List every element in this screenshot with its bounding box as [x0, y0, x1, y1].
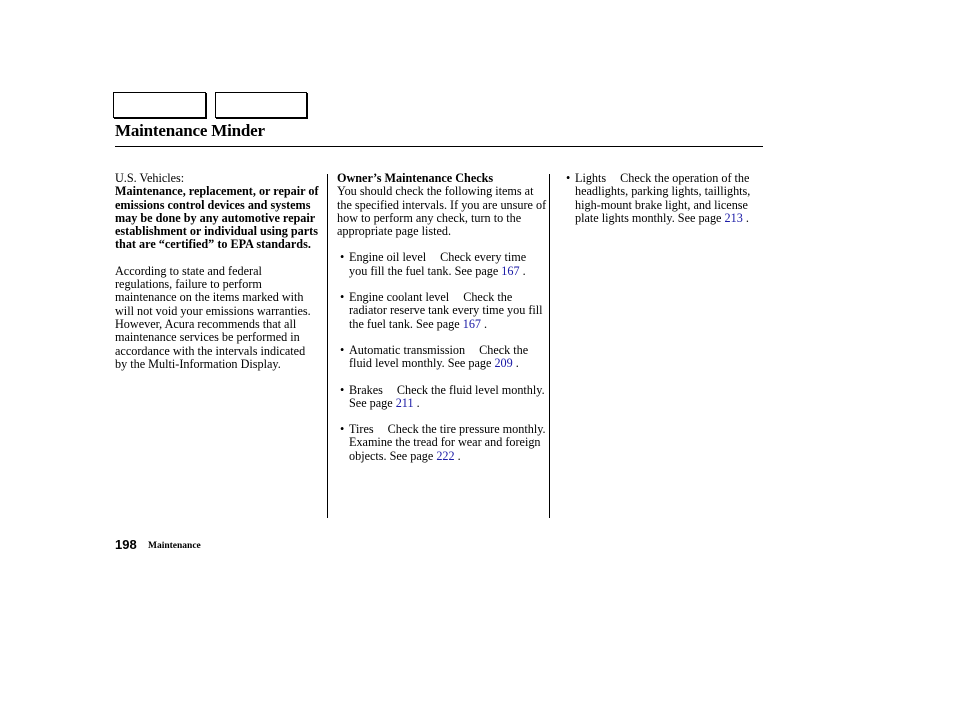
check-item-text: Check the operation of the headlights, parking lights, taillights, high-mount brake light, and license plate lights monthly. See page: [575, 171, 751, 225]
column-right: [563, 172, 763, 225]
check-item-text: Check every time you fill the fuel tank. See page: [349, 250, 527, 278]
page-link-213[interactable]: 213: [724, 210, 743, 225]
page-link-167[interactable]: 167: [462, 316, 481, 331]
check-item-label: Automatic transmission: [349, 342, 466, 357]
check-item-text: Check the fluid level monthly. See page: [349, 382, 545, 410]
check-item-label: Engine oil level: [349, 250, 427, 265]
check-item-brakes: • Brakes Check the fluid level monthly. See page 211 .: [340, 382, 545, 410]
column-left: [115, 172, 320, 371]
check-item-label: Tires: [349, 422, 374, 437]
page-number: 198: [115, 537, 137, 552]
page-link-211[interactable]: 211: [395, 395, 414, 410]
checks-intro: You should check the following items at the specified intervals. If you are unsure of how to perform any check, turn to the appropriate page listed.: [337, 184, 547, 239]
check-item-label: Lights: [575, 171, 607, 185]
column-divider-1: [327, 174, 328, 518]
check-item-text: Check the fluid level monthly. See page: [349, 342, 529, 371]
bullet-icon: •: [340, 382, 345, 397]
check-item-text: Check the tire pressure monthly. Examine the tread for wear and foreign objects. See page: [349, 422, 546, 463]
page-link-167[interactable]: 167: [501, 263, 520, 278]
warranty-paragraph: [115, 265, 320, 371]
header-tab-2: [215, 92, 307, 118]
section-label: Maintenance: [148, 541, 201, 551]
column-middle: [337, 172, 547, 463]
check-item-text: Check the radiator reserve tank every time you fill the fuel tank. See page: [349, 290, 543, 331]
bullet-icon: •: [340, 342, 345, 357]
header-tab-1: [113, 92, 206, 118]
check-item-lights: • Lights Check the operation of the headlights, parking lights, taillights, high-mount brake light, and license plate lights monthly. See page 213 .: [566, 171, 751, 225]
us-vehicles-label: U.S. Vehicles:: [115, 171, 185, 185]
column-divider-2: [549, 174, 550, 518]
check-item-engine-oil: • Engine oil level Check every time you fill the fuel tank. See page 167 .: [340, 250, 527, 278]
check-item-engine-coolant: • Engine coolant level Check the radiator reserve tank every time you fill the fuel tank. See page 167 .: [340, 290, 543, 331]
check-item-label: Brakes: [349, 382, 383, 397]
bullet-icon: •: [566, 171, 571, 185]
checks-heading: Owner’s Maintenance Checks: [337, 171, 494, 185]
bullet-icon: •: [340, 290, 345, 305]
check-item-label: Engine coolant level: [349, 290, 450, 305]
bullet-icon: •: [340, 422, 345, 437]
page-link-209[interactable]: 209: [494, 356, 513, 371]
page-title: Maintenance Minder: [115, 121, 265, 140]
page-link-222[interactable]: 222: [436, 448, 455, 463]
check-item-tires: • Tires Check the tire pressure monthly. Examine the tread for wear and foreign objects. See page 222 .: [340, 422, 546, 463]
title-rule: [115, 146, 763, 147]
emissions-warning: Maintenance, replacement, or repair of emissions control devices and systems may be done by any automotive repair establishment or individual using parts that are “certified” to EPA standards.: [115, 184, 319, 252]
warranty-text-part2: will not void your emissions warranties. However, Acura recommends that all maintenance services be performed in accordance with the intervals indicated by the Multi-Information Display.: [115, 303, 311, 371]
warranty-text-part1: According to state and federal regulations, failure to perform maintenance on the items marked with: [115, 263, 304, 305]
check-item-automatic-transmission: • Automatic transmission Check the fluid level monthly. See page 209 .: [340, 342, 529, 371]
bullet-icon: •: [340, 250, 345, 265]
